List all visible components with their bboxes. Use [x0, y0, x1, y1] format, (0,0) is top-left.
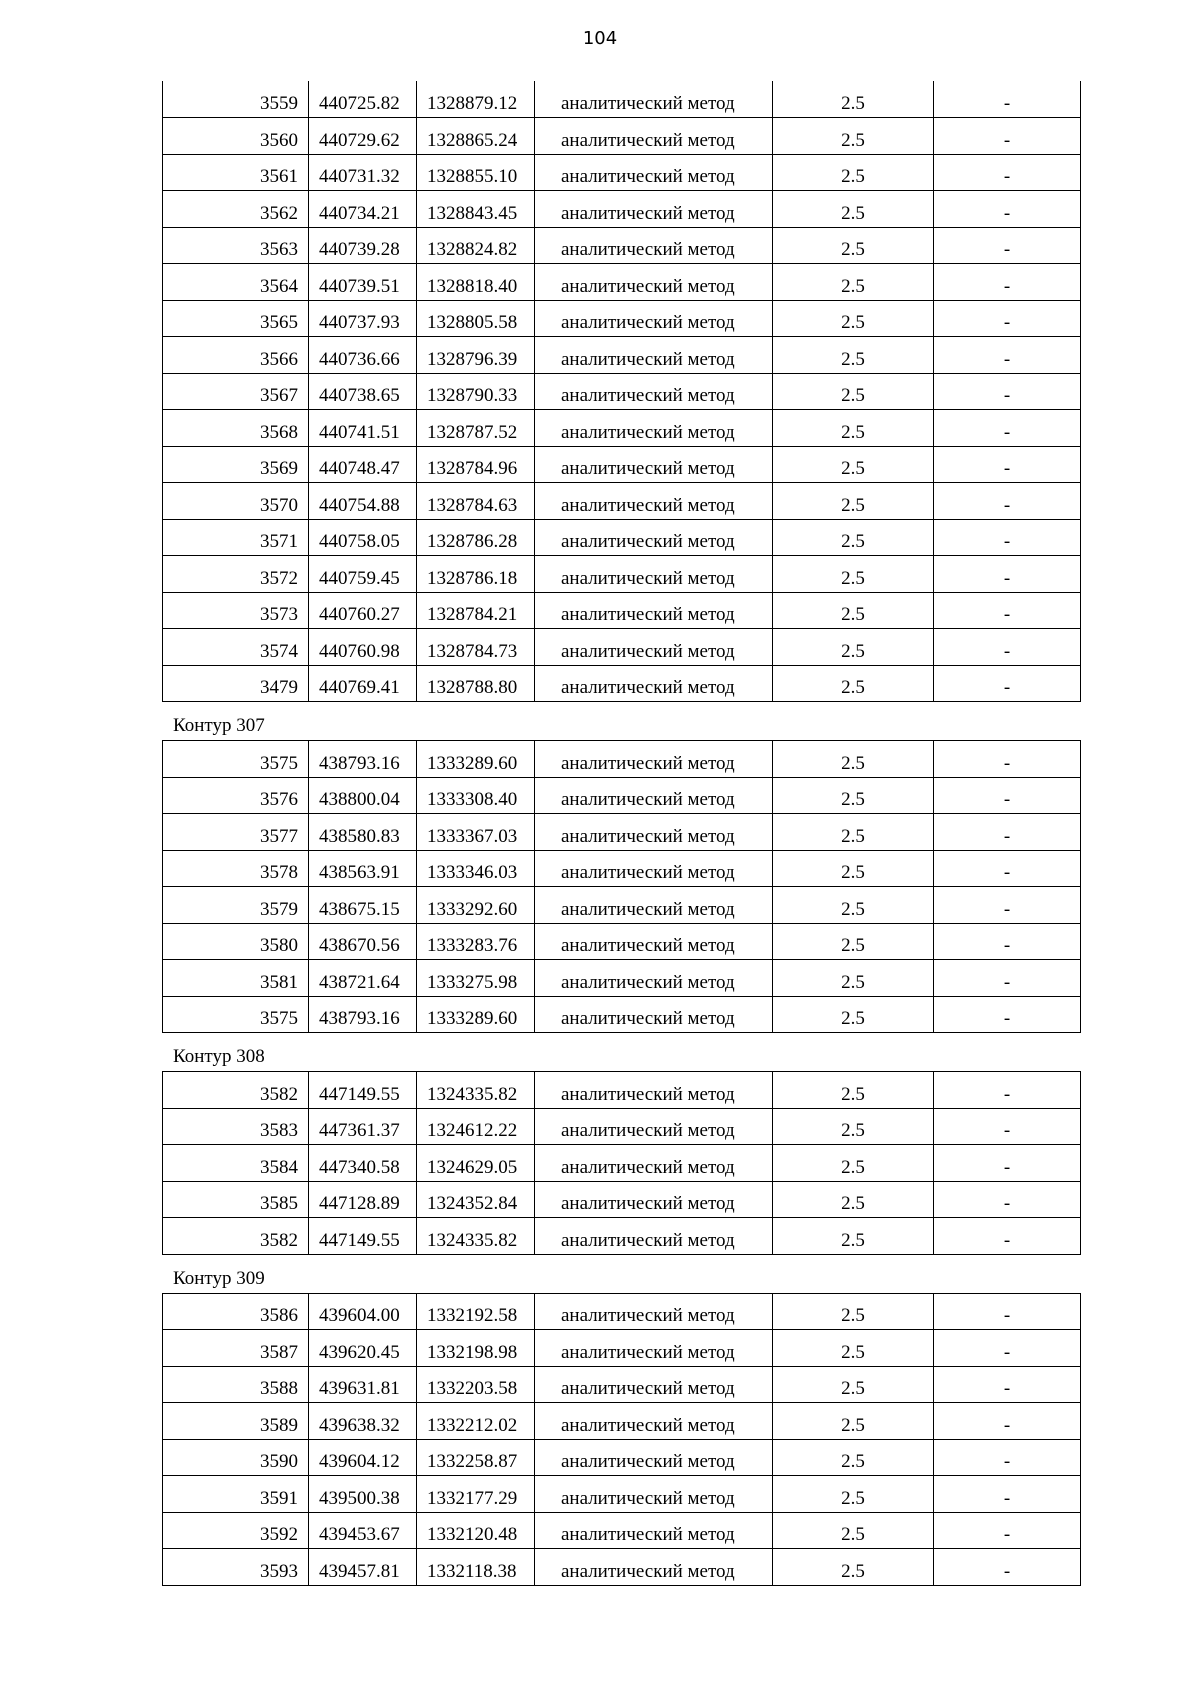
x-coordinate-cell: 440739.28 — [309, 227, 417, 264]
x-coordinate-cell: 440769.41 — [309, 665, 417, 702]
table-row — [163, 629, 1081, 666]
x-coordinate-cell: 439638.32 — [309, 1403, 417, 1440]
table-row — [163, 519, 1081, 556]
table-row — [163, 850, 1081, 887]
point-number-cell: 3586 — [163, 1293, 309, 1330]
note-cell: - — [934, 629, 1081, 666]
method-cell: аналитический метод — [535, 629, 773, 666]
x-coordinate-cell: 447128.89 — [309, 1181, 417, 1218]
table-row — [163, 483, 1081, 520]
point-number-cell: 3593 — [163, 1549, 309, 1586]
point-number-cell: 3569 — [163, 446, 309, 483]
accuracy-cell: 2.5 — [773, 923, 934, 960]
table-row — [163, 373, 1081, 410]
method-cell: аналитический метод — [535, 1476, 773, 1513]
y-coordinate-cell: 1333308.40 — [417, 777, 535, 814]
y-coordinate-cell: 1332192.58 — [417, 1293, 535, 1330]
method-cell: аналитический метод — [535, 1181, 773, 1218]
accuracy-cell: 2.5 — [773, 1366, 934, 1403]
method-cell: аналитический метод — [535, 1108, 773, 1145]
method-cell: аналитический метод — [535, 741, 773, 778]
y-coordinate-cell: 1328784.21 — [417, 592, 535, 629]
y-coordinate-cell: 1328824.82 — [417, 227, 535, 264]
note-cell: - — [934, 81, 1081, 118]
note-cell: - — [934, 923, 1081, 960]
method-cell: аналитический метод — [535, 337, 773, 374]
x-coordinate-cell: 440760.98 — [309, 629, 417, 666]
accuracy-cell: 2.5 — [773, 850, 934, 887]
accuracy-cell: 2.5 — [773, 592, 934, 629]
table-row — [163, 665, 1081, 702]
y-coordinate-cell: 1328843.45 — [417, 191, 535, 228]
note-cell: - — [934, 1145, 1081, 1182]
point-number-cell: 3589 — [163, 1403, 309, 1440]
x-coordinate-cell: 438580.83 — [309, 814, 417, 851]
x-coordinate-cell: 440760.27 — [309, 592, 417, 629]
note-cell: - — [934, 1366, 1081, 1403]
method-cell: аналитический метод — [535, 1549, 773, 1586]
method-cell: аналитический метод — [535, 665, 773, 702]
accuracy-cell: 2.5 — [773, 629, 934, 666]
method-cell: аналитический метод — [535, 410, 773, 447]
point-number-cell: 3592 — [163, 1512, 309, 1549]
accuracy-cell: 2.5 — [773, 446, 934, 483]
accuracy-cell: 2.5 — [773, 814, 934, 851]
y-coordinate-cell: 1328796.39 — [417, 337, 535, 374]
point-number-cell: 3567 — [163, 373, 309, 410]
y-coordinate-cell: 1324335.82 — [417, 1072, 535, 1109]
table-row — [163, 264, 1081, 301]
accuracy-cell: 2.5 — [773, 191, 934, 228]
point-number-cell: 3590 — [163, 1439, 309, 1476]
note-cell: - — [934, 887, 1081, 924]
accuracy-cell: 2.5 — [773, 227, 934, 264]
contour-title: Контур 307 — [173, 715, 265, 736]
method-cell: аналитический метод — [535, 1439, 773, 1476]
note-cell: - — [934, 741, 1081, 778]
note-cell: - — [934, 410, 1081, 447]
accuracy-cell: 2.5 — [773, 1108, 934, 1145]
table-row — [163, 337, 1081, 374]
accuracy-cell: 2.5 — [773, 519, 934, 556]
accuracy-cell: 2.5 — [773, 81, 934, 118]
accuracy-cell: 2.5 — [773, 1476, 934, 1513]
y-coordinate-cell: 1328865.24 — [417, 118, 535, 155]
x-coordinate-cell: 438721.64 — [309, 960, 417, 997]
table-row — [163, 154, 1081, 191]
method-cell: аналитический метод — [535, 777, 773, 814]
note-cell: - — [934, 1072, 1081, 1109]
accuracy-cell: 2.5 — [773, 960, 934, 997]
y-coordinate-cell: 1332203.58 — [417, 1366, 535, 1403]
x-coordinate-cell: 440748.47 — [309, 446, 417, 483]
note-cell: - — [934, 264, 1081, 301]
x-coordinate-cell: 439604.00 — [309, 1293, 417, 1330]
x-coordinate-cell: 439453.67 — [309, 1512, 417, 1549]
method-cell: аналитический метод — [535, 446, 773, 483]
table-row — [163, 960, 1081, 997]
accuracy-cell: 2.5 — [773, 1439, 934, 1476]
table-row — [163, 227, 1081, 264]
note-cell: - — [934, 519, 1081, 556]
table-row — [163, 81, 1081, 118]
y-coordinate-cell: 1332120.48 — [417, 1512, 535, 1549]
method-cell: аналитический метод — [535, 960, 773, 997]
x-coordinate-cell: 440725.82 — [309, 81, 417, 118]
point-number-cell: 3573 — [163, 592, 309, 629]
x-coordinate-cell: 438670.56 — [309, 923, 417, 960]
table-row — [163, 556, 1081, 593]
note-cell: - — [934, 1512, 1081, 1549]
point-number-cell: 3591 — [163, 1476, 309, 1513]
accuracy-cell: 2.5 — [773, 777, 934, 814]
y-coordinate-cell: 1328786.18 — [417, 556, 535, 593]
table-row — [163, 410, 1081, 447]
table-row — [163, 1439, 1081, 1476]
point-number-cell: 3577 — [163, 814, 309, 851]
point-number-cell: 3571 — [163, 519, 309, 556]
y-coordinate-cell: 1333346.03 — [417, 850, 535, 887]
x-coordinate-cell: 440729.62 — [309, 118, 417, 155]
contour-title: Контур 308 — [173, 1046, 265, 1067]
note-cell: - — [934, 373, 1081, 410]
y-coordinate-cell: 1332177.29 — [417, 1476, 535, 1513]
method-cell: аналитический метод — [535, 1366, 773, 1403]
table-row — [163, 446, 1081, 483]
accuracy-cell: 2.5 — [773, 118, 934, 155]
accuracy-cell: 2.5 — [773, 1072, 934, 1109]
table-row — [163, 923, 1081, 960]
note-cell: - — [934, 446, 1081, 483]
y-coordinate-cell: 1328784.63 — [417, 483, 535, 520]
note-cell: - — [934, 1293, 1081, 1330]
note-cell: - — [934, 777, 1081, 814]
point-number-cell: 3576 — [163, 777, 309, 814]
accuracy-cell: 2.5 — [773, 1512, 934, 1549]
y-coordinate-cell: 1324612.22 — [417, 1108, 535, 1145]
table-row — [163, 118, 1081, 155]
table-row — [163, 1218, 1081, 1255]
point-number-cell: 3587 — [163, 1330, 309, 1367]
x-coordinate-cell: 438563.91 — [309, 850, 417, 887]
point-number-cell: 3575 — [163, 996, 309, 1033]
accuracy-cell: 2.5 — [773, 337, 934, 374]
note-cell: - — [934, 300, 1081, 337]
x-coordinate-cell: 439604.12 — [309, 1439, 417, 1476]
y-coordinate-cell: 1328784.73 — [417, 629, 535, 666]
x-coordinate-cell: 440754.88 — [309, 483, 417, 520]
note-cell: - — [934, 960, 1081, 997]
point-number-cell: 3562 — [163, 191, 309, 228]
method-cell: аналитический метод — [535, 1293, 773, 1330]
point-number-cell: 3561 — [163, 154, 309, 191]
accuracy-cell: 2.5 — [773, 410, 934, 447]
x-coordinate-cell: 440734.21 — [309, 191, 417, 228]
coordinates-table — [162, 1293, 1081, 1586]
coordinates-table — [162, 740, 1081, 1033]
point-number-cell: 3560 — [163, 118, 309, 155]
accuracy-cell: 2.5 — [773, 154, 934, 191]
point-number-cell: 3588 — [163, 1366, 309, 1403]
point-number-cell: 3565 — [163, 300, 309, 337]
method-cell: аналитический метод — [535, 1403, 773, 1440]
note-cell: - — [934, 1476, 1081, 1513]
point-number-cell: 3579 — [163, 887, 309, 924]
method-cell: аналитический метод — [535, 191, 773, 228]
note-cell: - — [934, 1549, 1081, 1586]
accuracy-cell: 2.5 — [773, 300, 934, 337]
method-cell: аналитический метод — [535, 887, 773, 924]
y-coordinate-cell: 1328879.12 — [417, 81, 535, 118]
y-coordinate-cell: 1333283.76 — [417, 923, 535, 960]
y-coordinate-cell: 1332118.38 — [417, 1549, 535, 1586]
x-coordinate-cell: 438675.15 — [309, 887, 417, 924]
table-row — [163, 1512, 1081, 1549]
method-cell: аналитический метод — [535, 556, 773, 593]
x-coordinate-cell: 438793.16 — [309, 996, 417, 1033]
point-number-cell: 3568 — [163, 410, 309, 447]
table-row — [163, 1403, 1081, 1440]
method-cell: аналитический метод — [535, 592, 773, 629]
note-cell: - — [934, 1330, 1081, 1367]
y-coordinate-cell: 1324352.84 — [417, 1181, 535, 1218]
y-coordinate-cell: 1324629.05 — [417, 1145, 535, 1182]
point-number-cell: 3572 — [163, 556, 309, 593]
table-row — [163, 777, 1081, 814]
y-coordinate-cell: 1324335.82 — [417, 1218, 535, 1255]
table-row — [163, 1366, 1081, 1403]
table-row — [163, 996, 1081, 1033]
y-coordinate-cell: 1328784.96 — [417, 446, 535, 483]
method-cell: аналитический метод — [535, 154, 773, 191]
method-cell: аналитический метод — [535, 923, 773, 960]
x-coordinate-cell: 440737.93 — [309, 300, 417, 337]
y-coordinate-cell: 1333289.60 — [417, 741, 535, 778]
table-row — [163, 741, 1081, 778]
y-coordinate-cell: 1332258.87 — [417, 1439, 535, 1476]
y-coordinate-cell: 1328790.33 — [417, 373, 535, 410]
y-coordinate-cell: 1328818.40 — [417, 264, 535, 301]
accuracy-cell: 2.5 — [773, 1218, 934, 1255]
note-cell: - — [934, 227, 1081, 264]
x-coordinate-cell: 439620.45 — [309, 1330, 417, 1367]
x-coordinate-cell: 440731.32 — [309, 154, 417, 191]
y-coordinate-cell: 1332198.98 — [417, 1330, 535, 1367]
method-cell: аналитический метод — [535, 300, 773, 337]
method-cell: аналитический метод — [535, 81, 773, 118]
table-row — [163, 887, 1081, 924]
y-coordinate-cell: 1328805.58 — [417, 300, 535, 337]
x-coordinate-cell: 447149.55 — [309, 1072, 417, 1109]
point-number-cell: 3582 — [163, 1218, 309, 1255]
method-cell: аналитический метод — [535, 1330, 773, 1367]
accuracy-cell: 2.5 — [773, 741, 934, 778]
note-cell: - — [934, 191, 1081, 228]
accuracy-cell: 2.5 — [773, 1181, 934, 1218]
y-coordinate-cell: 1333367.03 — [417, 814, 535, 851]
method-cell: аналитический метод — [535, 373, 773, 410]
y-coordinate-cell: 1328855.10 — [417, 154, 535, 191]
note-cell: - — [934, 814, 1081, 851]
x-coordinate-cell: 440736.66 — [309, 337, 417, 374]
note-cell: - — [934, 118, 1081, 155]
accuracy-cell: 2.5 — [773, 556, 934, 593]
x-coordinate-cell: 439631.81 — [309, 1366, 417, 1403]
note-cell: - — [934, 556, 1081, 593]
note-cell: - — [934, 1218, 1081, 1255]
method-cell: аналитический метод — [535, 1512, 773, 1549]
point-number-cell: 3582 — [163, 1072, 309, 1109]
x-coordinate-cell: 438793.16 — [309, 741, 417, 778]
point-number-cell: 3585 — [163, 1181, 309, 1218]
y-coordinate-cell: 1328788.80 — [417, 665, 535, 702]
note-cell: - — [934, 592, 1081, 629]
table-row — [163, 1145, 1081, 1182]
y-coordinate-cell: 1333275.98 — [417, 960, 535, 997]
note-cell: - — [934, 1108, 1081, 1145]
table-row — [163, 1181, 1081, 1218]
note-cell: - — [934, 1439, 1081, 1476]
table-row — [163, 592, 1081, 629]
point-number-cell: 3570 — [163, 483, 309, 520]
table-row — [163, 1108, 1081, 1145]
accuracy-cell: 2.5 — [773, 996, 934, 1033]
method-cell: аналитический метод — [535, 1072, 773, 1109]
table-row — [163, 814, 1081, 851]
note-cell: - — [934, 1403, 1081, 1440]
accuracy-cell: 2.5 — [773, 887, 934, 924]
table-row — [163, 300, 1081, 337]
table-row — [163, 1330, 1081, 1367]
note-cell: - — [934, 483, 1081, 520]
y-coordinate-cell: 1328786.28 — [417, 519, 535, 556]
y-coordinate-cell: 1333292.60 — [417, 887, 535, 924]
point-number-cell: 3578 — [163, 850, 309, 887]
method-cell: аналитический метод — [535, 227, 773, 264]
point-number-cell: 3584 — [163, 1145, 309, 1182]
coordinates-table — [162, 1071, 1081, 1255]
method-cell: аналитический метод — [535, 118, 773, 155]
y-coordinate-cell: 1332212.02 — [417, 1403, 535, 1440]
coordinates-table — [162, 81, 1081, 702]
method-cell: аналитический метод — [535, 1218, 773, 1255]
point-number-cell: 3574 — [163, 629, 309, 666]
coordinates-document — [162, 81, 1080, 1586]
point-number-cell: 3580 — [163, 923, 309, 960]
x-coordinate-cell: 440738.65 — [309, 373, 417, 410]
point-number-cell: 3559 — [163, 81, 309, 118]
point-number-cell: 3564 — [163, 264, 309, 301]
point-number-cell: 3583 — [163, 1108, 309, 1145]
table-row — [163, 1293, 1081, 1330]
method-cell: аналитический метод — [535, 519, 773, 556]
x-coordinate-cell: 440759.45 — [309, 556, 417, 593]
point-number-cell: 3563 — [163, 227, 309, 264]
point-number-cell: 3566 — [163, 337, 309, 374]
table-row — [163, 191, 1081, 228]
point-number-cell: 3575 — [163, 741, 309, 778]
x-coordinate-cell: 440739.51 — [309, 264, 417, 301]
x-coordinate-cell: 439500.38 — [309, 1476, 417, 1513]
accuracy-cell: 2.5 — [773, 1145, 934, 1182]
x-coordinate-cell: 447149.55 — [309, 1218, 417, 1255]
table-row — [163, 1072, 1081, 1109]
x-coordinate-cell: 447361.37 — [309, 1108, 417, 1145]
accuracy-cell: 2.5 — [773, 264, 934, 301]
method-cell: аналитический метод — [535, 850, 773, 887]
point-number-cell: 3479 — [163, 665, 309, 702]
method-cell: аналитический метод — [535, 1145, 773, 1182]
note-cell: - — [934, 337, 1081, 374]
x-coordinate-cell: 440741.51 — [309, 410, 417, 447]
method-cell: аналитический метод — [535, 264, 773, 301]
note-cell: - — [934, 1181, 1081, 1218]
note-cell: - — [934, 996, 1081, 1033]
note-cell: - — [934, 850, 1081, 887]
method-cell: аналитический метод — [535, 814, 773, 851]
page-number: 104 — [582, 28, 618, 49]
contour-title: Контур 309 — [173, 1267, 265, 1289]
table-row — [163, 1549, 1081, 1586]
accuracy-cell: 2.5 — [773, 1403, 934, 1440]
note-cell: - — [934, 665, 1081, 702]
method-cell: аналитический метод — [535, 483, 773, 520]
x-coordinate-cell: 440758.05 — [309, 519, 417, 556]
accuracy-cell: 2.5 — [773, 373, 934, 410]
y-coordinate-cell: 1333289.60 — [417, 996, 535, 1033]
y-coordinate-cell: 1328787.52 — [417, 410, 535, 447]
accuracy-cell: 2.5 — [773, 483, 934, 520]
note-cell: - — [934, 154, 1081, 191]
accuracy-cell: 2.5 — [773, 1549, 934, 1586]
accuracy-cell: 2.5 — [773, 1330, 934, 1367]
x-coordinate-cell: 439457.81 — [309, 1549, 417, 1586]
point-number-cell: 3581 — [163, 960, 309, 997]
x-coordinate-cell: 447340.58 — [309, 1145, 417, 1182]
accuracy-cell: 2.5 — [773, 665, 934, 702]
x-coordinate-cell: 438800.04 — [309, 777, 417, 814]
accuracy-cell: 2.5 — [773, 1293, 934, 1330]
method-cell: аналитический метод — [535, 996, 773, 1033]
table-row — [163, 1476, 1081, 1513]
